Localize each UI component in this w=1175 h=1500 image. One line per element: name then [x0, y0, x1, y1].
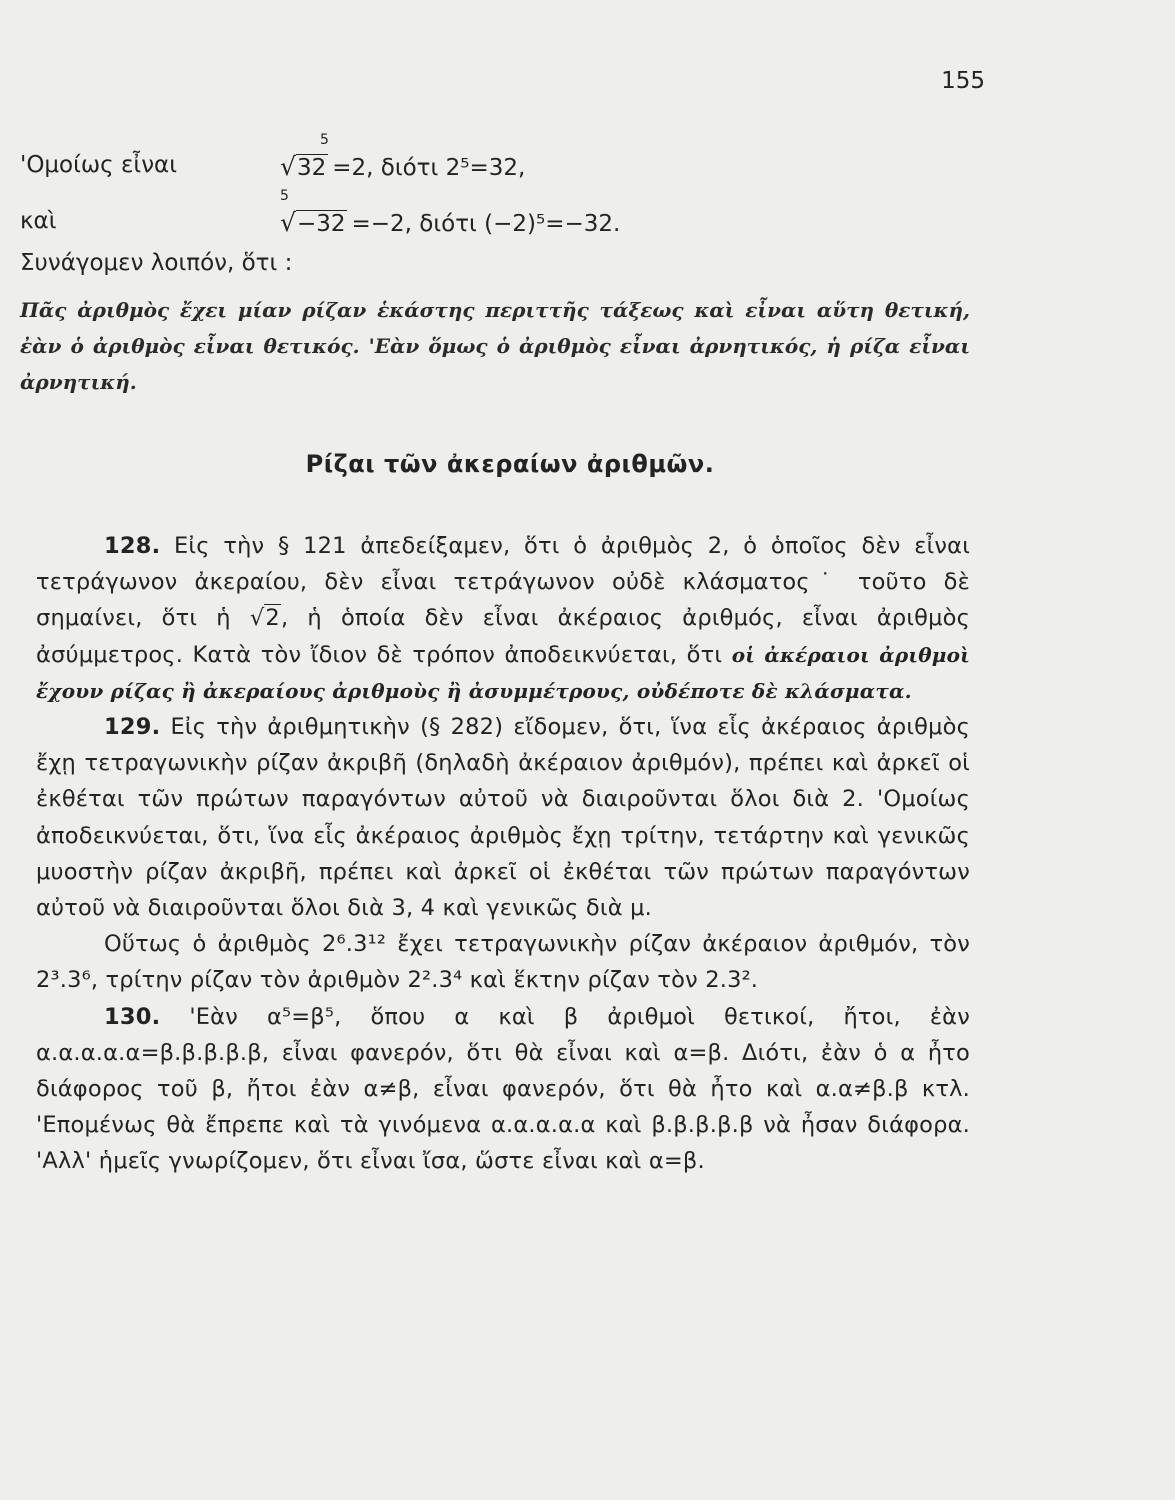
paragraph-number: 130. — [104, 1003, 161, 1030]
page-number: 155 — [941, 68, 985, 94]
section-heading: Ρίζαι τῶν ἀκεραίων ἀριθμῶν. — [305, 450, 715, 478]
paragraph-text: , ἡ ὁποία δὲν εἶναι ἀκέραιος ἀριθμός, εἶναι ἀριθμὸς ἀσύμμετρος. Κατὰ τὸν ἴδιον δὲ τρόπον ἀποδεικνύεται, ὅτι — [36, 605, 971, 668]
formula-rest: =−2, διότι (−2)⁵=−32. — [351, 211, 621, 237]
radical-sign-icon: √ — [280, 152, 296, 181]
root-index: 5 — [320, 132, 329, 148]
radicand: 2 — [265, 605, 280, 632]
paragraph-130 — [36, 999, 970, 1180]
radicand: 32 — [296, 155, 327, 181]
paragraph-number: 128. — [104, 533, 161, 559]
radical-sign-icon: √ — [249, 605, 265, 632]
formula-rest: =2, διότι 2⁵=32, — [332, 155, 526, 181]
emphasized-text: οἱ ἀκέραιοι ἀριθμοὶ ἔχουν ρίζας ἢ ἀκεραίους ἀριθμοὺς ἢ ἀσυμμέτρους, οὐδέποτε δὲ κλάσματα. — [36, 642, 970, 703]
paragraph-text: Εἰς τὴν § 121 ἀπεδείξαμεν, ὅτι ὁ ἀριθμὸς 2, ὁ ὁποῖος δὲν εἶναι τετράγωνον ἀκεραίου, δὲν εἶναι τετράγωνον οὐδὲ κλάσματος˙ τοῦτο δὲ σημαίνει, ὅτι ἡ — [36, 533, 971, 632]
theorem-statement: Πᾶς ἀριθμὸς ἔχει μίαν ρίζαν ἑκάστης περιττῆς τάξεως καὶ εἶναι αὕτη θετική, ἐὰν ὁ ἀριθμὸς εἶναι θετικός. 'Εὰν ὅμως ὁ ἀριθμὸς εἶναι ἀρνητικός, ἡ ρίζα εἶναι ἀρνητική. — [20, 298, 970, 394]
fifth-root-expression — [280, 132, 526, 181]
root-index: 5 — [280, 188, 289, 204]
paragraph-129-example — [36, 926, 970, 998]
conclusion-intro: Συνάγομεν λοιπόν, ὅτι : — [20, 250, 293, 276]
formula-lead: 'Ομοίως εἶναι — [20, 152, 177, 178]
paragraph-129 — [36, 709, 970, 926]
paragraph-text: Οὕτως ὁ ἀριθμὸς 2⁶.3¹² ἔχει τετραγωνικὴν ρίζαν ἀκέραιον ἀριθμόν, τὸν 2³.3⁶, τρίτην ρίζαν τὸν ἀριθμὸν 2².3⁴ καὶ ἕκτην ρίζαν τὸν 2.3². — [36, 931, 970, 994]
paragraph-text: Εἰς τὴν ἀριθμητικὴν (§ 282) εἴδομεν, ὅτι, ἵνα εἷς ἀκέραιος ἀριθμὸς ἔχῃ τετραγωνικὴν ρίζαν ἀκριβῆ (δηλαδὴ ἀκέραιον ἀριθμόν), πρέπει καὶ ἀρκεῖ οἱ ἐκθέται τῶν πρώτων παραγόντων αὐτοῦ νὰ διαιροῦνται ὅλοι διὰ 2. 'Ομοίως ἀποδεικνύεται, ὅτι, ἵνα εἷς ἀκέραιος ἀριθμὸς ἔχῃ τρίτην, τετάρτην καὶ γενικῶς μυοστὴν ρίζαν ἀκριβῆ, πρέπει καὶ ἀρκεῖ οἱ ἐκθέται τῶν πρώτων παραγόντων αὐτοῦ νὰ διαιροῦνται ὅλοι διὰ 3, 4 καὶ γενικῶς διὰ μ. — [36, 714, 970, 922]
radicand: −32 — [296, 211, 346, 237]
fifth-root-expression — [280, 188, 621, 237]
body-text — [36, 528, 970, 1180]
paragraph-text: 'Εὰν α⁵=β⁵, ὅπου α καὶ β ἀριθμοὶ θετικοί, ἤτοι, ἐὰν α.α.α.α.α=β.β.β.β.β, εἶναι φανερόν, ὅτι θὰ εἶναι καὶ α=β. Διότι, ἐὰν ὁ α ἦτο διάφορος τοῦ β, ἤτοι ἐὰν α≠β, εἶναι φανερόν, ὅτι θὰ ἦτο καὶ α.α≠β.β κτλ. 'Επομένως θὰ ἔπρεπε καὶ τὰ γινόμενα α.α.α.α.α καὶ β.β.β.β.β νὰ ἦσαν διάφορα. 'Αλλ' ἡμεῖς γνωρίζομεν, ὅτι εἶναι ἴσα, ὥστε εἶναι καὶ α=β. — [36, 1003, 970, 1175]
paragraph-number: 129. — [104, 714, 161, 741]
square-root-of-two — [250, 604, 281, 631]
formula-lead: καὶ — [20, 208, 57, 234]
radical-sign-icon: √ — [280, 208, 296, 237]
paragraph-128 — [36, 528, 970, 709]
